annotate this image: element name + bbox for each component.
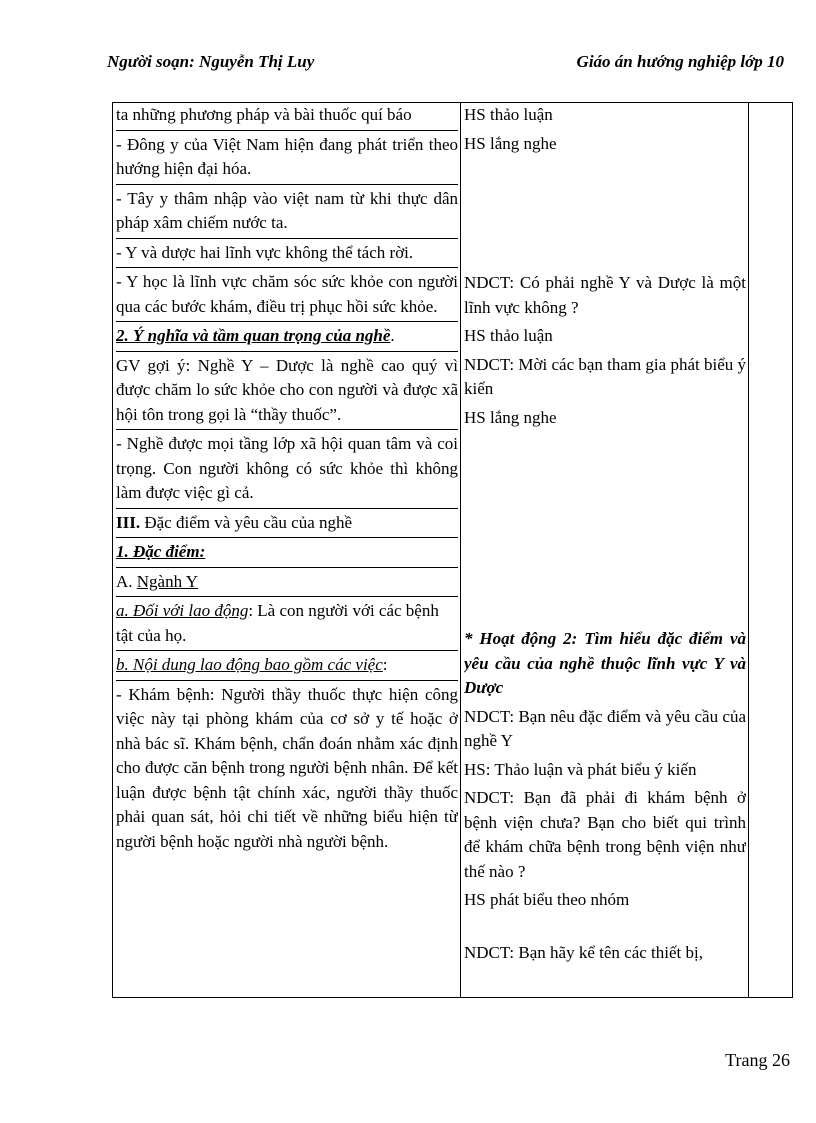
activity-line: NDCT: Bạn đã phải đi khám bệnh ở bệnh viện chưa? Bạn cho biết qui trình để khám chữa bệnh trong bệnh viện như thế nào ? (464, 788, 746, 881)
content-paragraph: ta những phương pháp và bài thuốc quí báo (116, 105, 412, 124)
header-author: Người soạn: Nguyễn Thị Luy (107, 52, 315, 71)
content-paragraph: - Tây y thâm nhập vào việt nam từ khi thực dân pháp xâm chiếm nước ta. (116, 188, 458, 232)
section-heading-5: A. Ngành Y (116, 571, 198, 591)
row-divider (116, 429, 458, 430)
row-divider (116, 650, 458, 651)
activities-column (464, 103, 746, 997)
page-number: Trang 26 (725, 1050, 790, 1070)
column-divider-2 (748, 103, 749, 997)
row-divider (116, 680, 458, 681)
row-divider (116, 567, 458, 568)
content-column (116, 103, 458, 997)
section-heading-4: 1. Đặc điểm: (116, 542, 206, 561)
activity-line: HS lắng nghe (464, 407, 557, 427)
row-divider (116, 130, 458, 131)
content-paragraph: - Đông y của Việt Nam hiện đang phát triển theo hướng hiện đại hóa. (116, 134, 458, 178)
activity-line: NDCT: Có phải nghề Y và Dược là một lĩnh vực không ? (464, 273, 746, 317)
activity-heading: * Hoạt động 2: Tìm hiểu đặc điểm và yêu cầu của nghề thuộc lĩnh vực Y và Dược (464, 629, 746, 697)
activity-line: NDCT: Mời các bạn tham gia phát biểu ý kiến (464, 354, 746, 398)
row-divider (116, 537, 458, 538)
row-divider (116, 596, 458, 597)
activity-line: NDCT: Bạn nêu đặc điểm và yêu cầu của nghề Y (464, 706, 746, 750)
row-divider (116, 238, 458, 239)
activity-line: HS thảo luận (464, 105, 553, 124)
content-paragraph-b: b. Nội dung lao động bao gồm các việc: (116, 655, 388, 674)
activity-line: HS thảo luận (464, 326, 553, 345)
content-paragraph: - Y và dược hai lĩnh vực không thể tách rời. (116, 242, 414, 262)
row-divider (116, 267, 458, 268)
activity-line: HS lắng nghe (464, 133, 557, 153)
activity-line: HS: Thảo luận và phát biểu ý kiến (464, 759, 697, 779)
content-paragraph: - Khám bệnh: Người thầy thuốc thực hiện công việc này tại phòng khám của cơ sở y tế hoặc ở nhà bác sĩ. Khám bệnh, chẩn đoán nhằm xác định cho được căn bệnh trong người bệnh nhân. Để kết luận được bệnh tật chính xác, người thầy thuốc phải quan sát, hỏi chi tiết về những biểu hiện từ người bệnh hoặc người nhà người bệnh. (116, 684, 458, 851)
row-divider (116, 351, 458, 352)
activity-line: HS phát biểu theo nhóm (464, 890, 630, 909)
content-paragraph: - Y học là lĩnh vực chăm sóc sức khỏe con người qua các bước khám, điều trị phục hồi sức khỏe. (116, 272, 458, 316)
activity-line: NDCT: Bạn hãy kể tên các thiết bị, (464, 942, 703, 962)
section-heading-2: 2. Ý nghĩa và tầm quan trọng của nghề. (116, 326, 395, 345)
content-paragraph-a: a. Đối với lao động: Là con người với các bệnh tật của họ. (116, 601, 439, 645)
row-divider (116, 321, 458, 322)
section-heading-3: III. Đặc điểm và yêu cầu của nghề (116, 512, 353, 532)
content-paragraph: - Nghề được mọi tầng lớp xã hội quan tâm và coi trọng. Con người không có sức khỏe thì không làm được việc gì cả. (116, 434, 458, 502)
column-divider-1 (460, 103, 461, 997)
row-divider (116, 508, 458, 509)
lesson-table (112, 102, 793, 998)
row-divider (116, 184, 458, 185)
header-title: Giáo án hướng nghiệp lớp 10 (576, 52, 784, 71)
content-paragraph: GV gợi ý: Nghề Y – Dược là nghề cao quý vì được chăm lo sức khỏe cho con người và được xã hội tôn trong gọi là “thầy thuốc”. (116, 355, 458, 424)
